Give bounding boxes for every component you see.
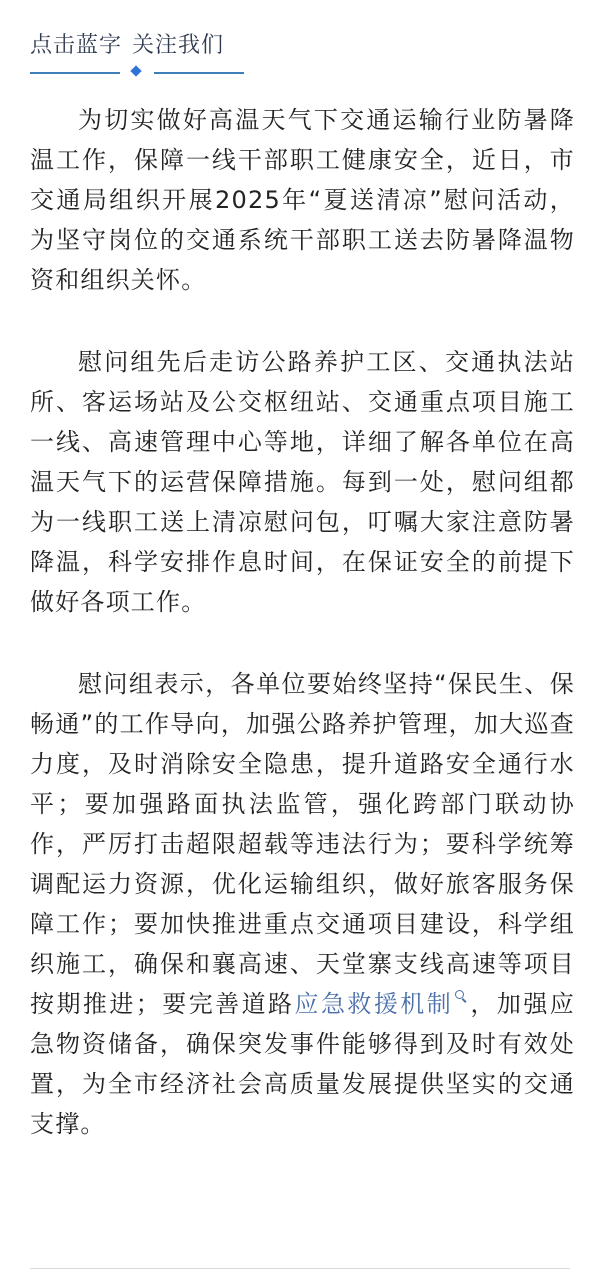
follow-decoration: [30, 66, 244, 80]
follow-header: [30, 30, 244, 80]
article-body: [30, 100, 575, 1186]
bottom-divider: [30, 1268, 570, 1269]
follow-prompt-left[interactable]: 点击蓝字: [30, 33, 123, 58]
article-paragraph-3: [30, 664, 575, 1144]
follow-prompt-right[interactable]: 关注我们: [132, 33, 225, 58]
search-icon[interactable]: [455, 990, 467, 1002]
diamond-icon: [130, 65, 141, 76]
search-keyword-link[interactable]: 应急救援机制: [294, 990, 454, 1018]
article-paragraph-1: 为切实做好高温天气下交通运输行业防暑降温工作，保障一线干部职工健康安全，近日，市交通局组织开展2025年“夏送清凉”慰问活动，为坚守岗位的交通系统干部职工送去防暑降温物资和组织关怀。: [30, 106, 575, 294]
follow-line-right: [154, 72, 244, 74]
paragraph-3-text-before: 慰问组表示，各单位要始终坚持“保民生、保畅通”的工作导向，加强公路养护管理，加大巡查力度，及时消除安全隐患，提升道路安全通行水平；要加强路面执法监管，强化跨部门联动协作，严厉打击超限超载等违法行为；要科学统筹调配运力资源，优化运输组织，做好旅客服务保障工作；要加快推进重点交通项目建设，科学组织施工，确保和襄高速、天堂寨支线高速等项目按期推进；要完善道路: [30, 670, 575, 1018]
article-paragraph-2: 慰问组先后走访公路养护工区、交通执法站所、客运场站及公交枢纽站、交通重点项目施工一线、高速管理中心等地，详细了解各单位在高温天气下的运营保障措施。每到一处，慰问组都为一线职工送上清凉慰问包，叮嘱大家注意防暑降温，科学安排作息时间，在保证安全的前提下做好各项工作。: [30, 348, 575, 616]
follow-prompt[interactable]: [30, 30, 244, 62]
paragraph-3-text-after: ，加强应急物资储备，确保突发事件能够得到及时有效处置，为全市经济社会高质量发展提供坚实的交通支撑。: [30, 990, 575, 1138]
follow-line-left: [30, 72, 120, 74]
